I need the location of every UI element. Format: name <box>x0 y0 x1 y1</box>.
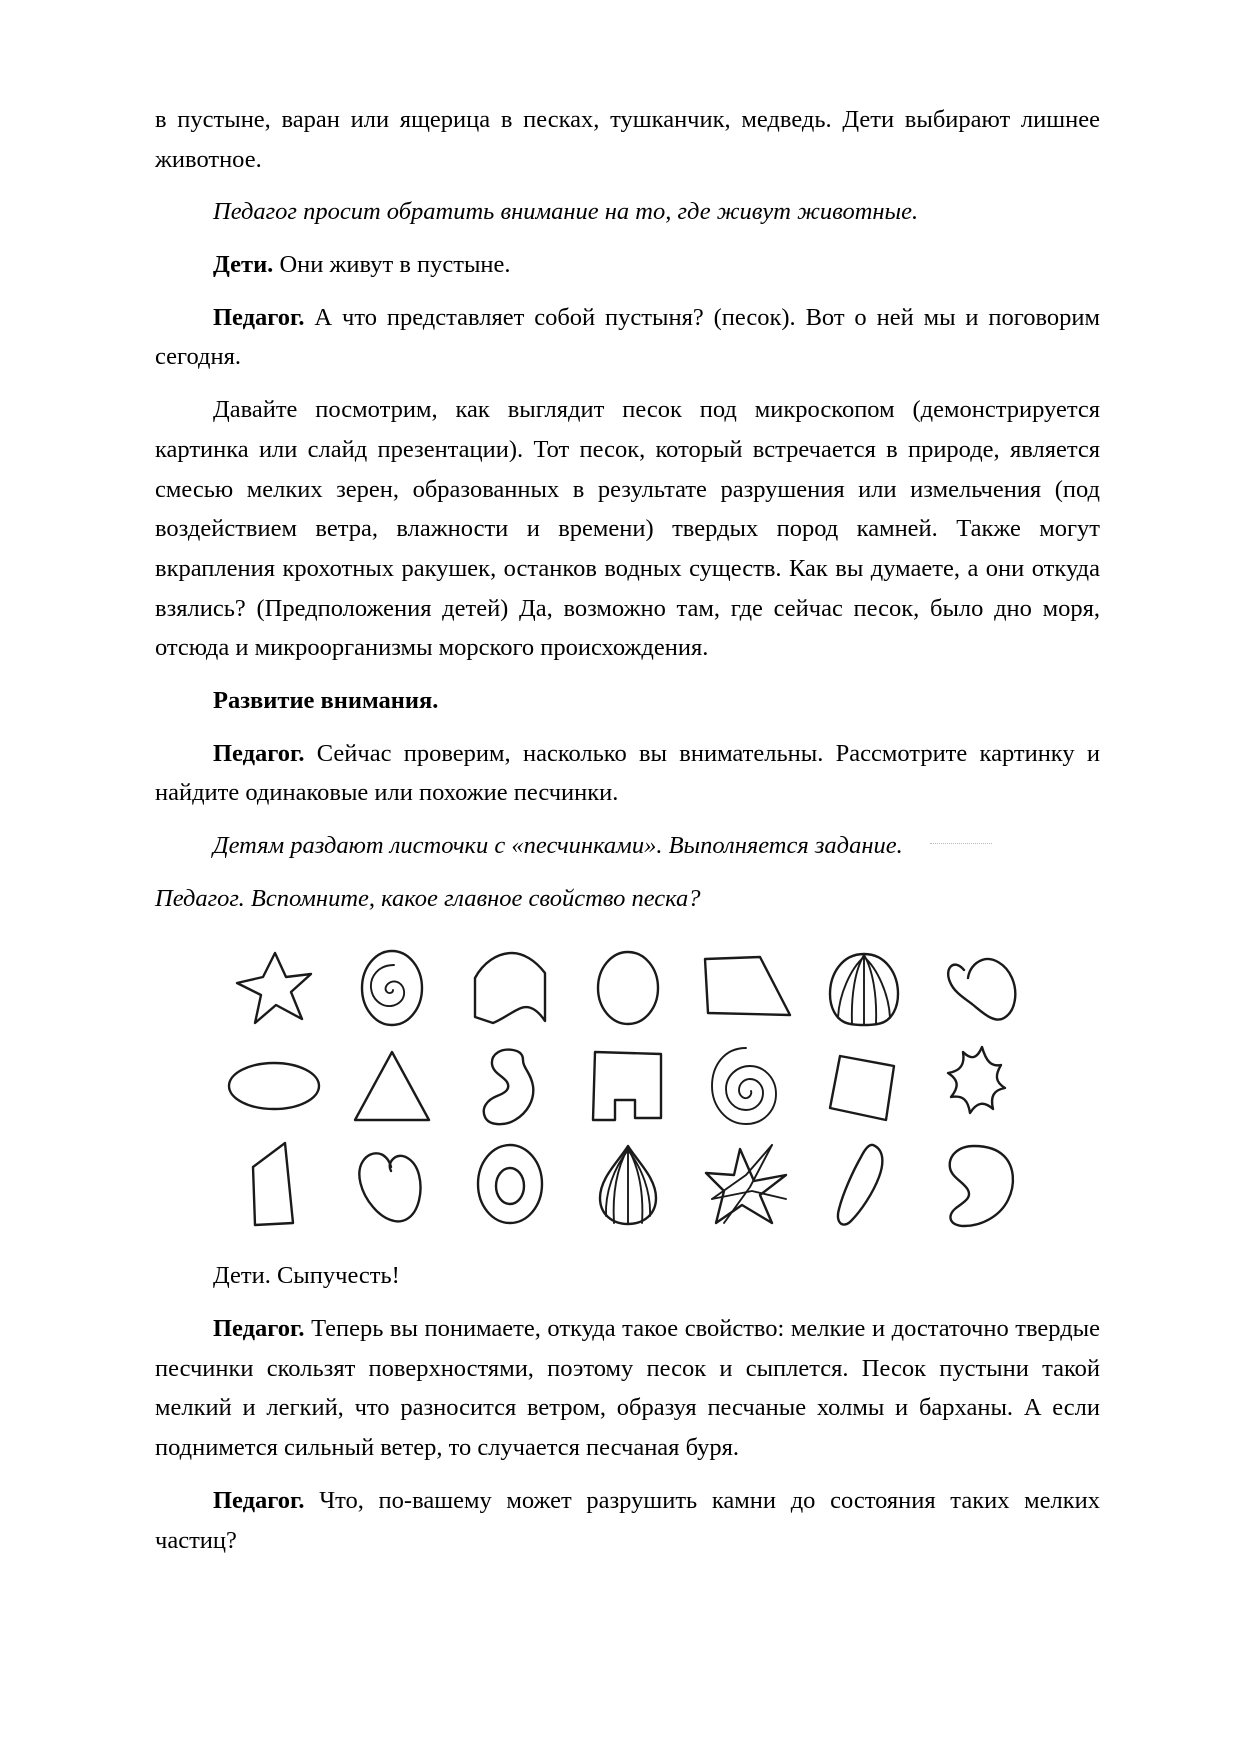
shape-heart <box>333 1138 451 1230</box>
paragraph-stage-direction-3: Педагог. Вспомните, какое главное свойство песка? <box>155 884 701 912</box>
shape-tilted-square <box>805 1040 923 1132</box>
shape-burst-star <box>923 1040 1041 1132</box>
paragraph-dialogue-teacher-1 <box>155 298 1100 377</box>
paragraph-dialogue-teacher-4 <box>155 1481 1100 1560</box>
paragraph-stage-direction-2: Детям раздают листочки с «песчинками». Выполняется задание. <box>213 832 903 859</box>
paragraph-body-continued: в пустыне, варан или ящерица в песках, тушканчик, медведь. Дети выбирают лишнее животное. <box>155 106 1100 173</box>
shape-overlapping-star <box>687 1138 805 1230</box>
shape-triangle <box>333 1040 451 1132</box>
spacer-4 <box>305 1487 320 1514</box>
scan-artifact-dotted-line <box>930 843 992 847</box>
shape-onion-bulb <box>569 1138 687 1230</box>
spacer-2 <box>305 740 317 767</box>
figure-sand-grains <box>155 942 1100 1230</box>
shape-double-blob <box>923 1138 1041 1230</box>
shape-banner-shield <box>451 942 569 1034</box>
speaker-label-teacher-1: Педагог. <box>213 303 305 331</box>
shape-notched-square <box>569 1040 687 1132</box>
paragraph-stage-direction-1: Педагог просит обратить внимание на то, где живут животные. <box>213 198 919 226</box>
speaker-label-children: Дети. <box>213 251 274 279</box>
dialogue-body-teacher-4: Что, по-вашему может разрушить камни до состояния таких мелких частиц? <box>155 1486 1100 1554</box>
shape-spiral-in-oval <box>333 942 451 1034</box>
shape-spiral-round <box>687 1040 805 1132</box>
dialogue-body-teacher-2: Сейчас проверим, насколько вы внимательны. Рассмотрите картинку и найдите одинаковые или похожие песчинки. <box>155 739 1100 807</box>
shape-peanut-gourd <box>451 1040 569 1132</box>
shape-oval-vertical <box>569 942 687 1034</box>
dialogue-body-children: Они живут в пустыне. <box>279 251 511 279</box>
shape-trapezoid <box>687 942 805 1034</box>
paragraph-dialogue-children-2: Дети. Сыпучесть! <box>213 1262 400 1290</box>
paragraph-dialogue-teacher-3 <box>155 1309 1100 1468</box>
shapes-grid <box>215 942 1041 1230</box>
paragraph-dialogue-teacher-2 <box>155 734 1100 813</box>
paragraph-body-sand-description: Давайте посмотрим, как выглядит песок под микроскопом (демонстрируется картинка или слайд презентации). Тот песок, который встречается в природе, является смесью мелких зерен, образованных в результате разрушения или измельчения (под воздействием ветра, влажности и времени) твердых пород камней. Также могут вкрапления крохотных ракушек, останков водных существ. Как вы думаете, а они откуда взялись? (Предположения детей) Да, возможно там, где сейчас песок, было дно моря, отсюда и микроорганизмы морского происхождения. <box>155 396 1100 662</box>
shape-heart-blob <box>923 942 1041 1034</box>
shape-angled-quadrilateral <box>215 1138 333 1230</box>
shape-five-pointed-star <box>215 942 333 1034</box>
shape-scallop-shell <box>805 942 923 1034</box>
shape-oval-horizontal <box>215 1040 333 1132</box>
shape-lozenge-capsule <box>805 1138 923 1230</box>
spacer-1 <box>305 304 315 331</box>
shape-donut-ring <box>451 1138 569 1230</box>
dialogue-body-teacher-3: Теперь вы понимаете, откуда такое свойство: мелкие и достаточно твердые песчинки скользят поверхностями, поэтому песок и сыплется. Песок пустыни такой мелкий и легкий, что разносится ветром, образуя песчаные холмы и барханы. А если поднимется сильный ветер, то случается песчаная буря. <box>155 1315 1101 1462</box>
speaker-label-teacher-2: Педагог. <box>213 739 305 767</box>
paragraph-dialogue-children-1 <box>155 245 1100 285</box>
speaker-label-teacher-4: Педагог. <box>213 1486 305 1514</box>
speaker-label-teacher-3: Педагог. <box>213 1315 305 1343</box>
dialogue-body-teacher-1: А что представляет собой пустыня? (песок). Вот о ней мы и поговорим сегодня. <box>155 303 1101 371</box>
section-heading-attention: Развитие внимания. <box>213 686 439 714</box>
